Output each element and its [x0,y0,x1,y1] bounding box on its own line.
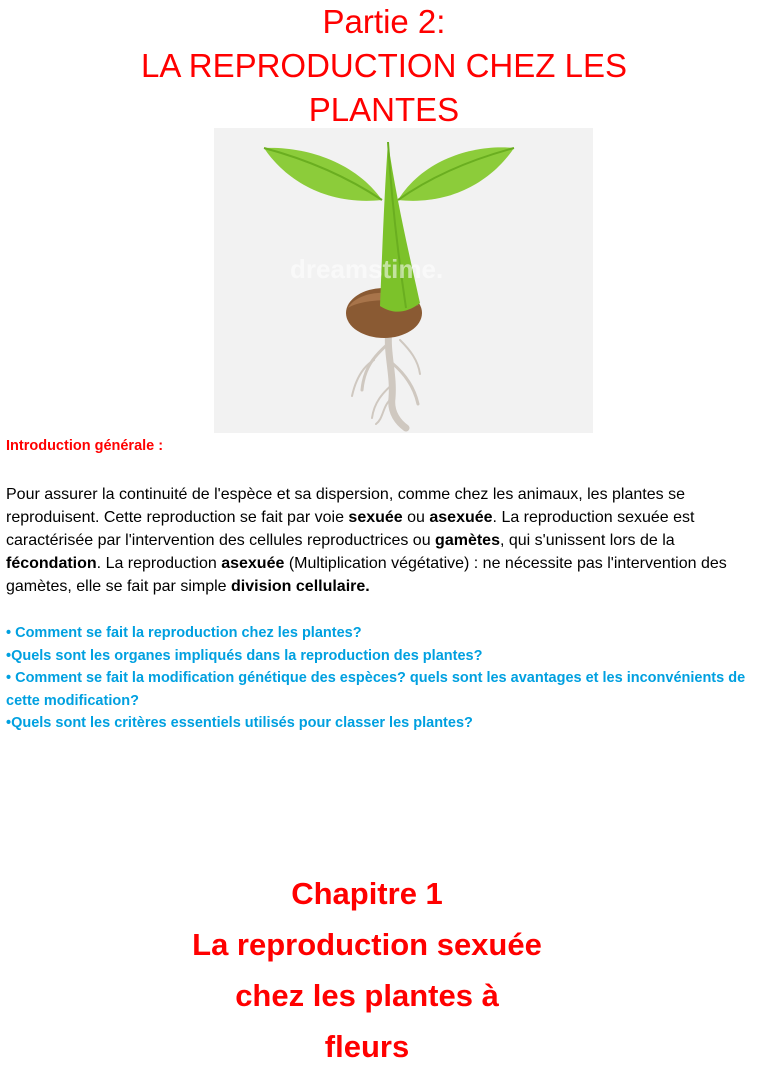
intro-heading: Introduction générale : [6,438,164,454]
title-line-3: PLANTES [308,91,460,128]
seedling-illustration [214,128,593,433]
keyword-asexuee-2: asexuée [221,555,285,572]
chapter-line-1: Chapitre 1 [291,876,443,911]
question-item: •Quels sont les critères essentiels utilisés pour classer les plantes? [6,715,473,731]
left-leaf [264,148,382,201]
chapter-line-3: chez les plantes à [235,978,499,1013]
watermark: dreamstime. [290,254,444,284]
keyword-division: division cellulaire. [231,578,370,595]
question-item: • Comment se fait la modification génétique des espèces? quels sont les avantages et les inconvénients de cette modification? [6,670,746,709]
chapter-line-2: La reproduction sexuée [192,927,542,962]
title-line-1: Partie 2: [322,3,446,40]
keyword-sexuee: sexuée [348,509,403,526]
question-item: •Quels sont les organes impliqués dans la reproduction des plantes? [6,647,483,664]
chapter-heading [0,868,734,1072]
title-line-2: LA REPRODUCTION CHEZ LES [141,47,627,84]
keyword-gametes: gamètes [435,532,500,549]
roots [352,328,420,428]
questions-list [6,622,766,735]
right-leaf [398,147,514,200]
keyword-fecondation: fécondation [6,555,97,572]
page-title [0,0,768,132]
intro-paragraph: Pour assurer la continuité de l'espèce et sa dispersion, comme chez les animaux, les plantes se reproduisent. Cette reproduction se fait par voie sexuée ou asexuée. La reproduction sexuée est caractérisée par l'intervention des cellules reproductrices ou gamètes, qui s'unissent lors de la fécondation. La reproduction asexuée (Multiplication végétative) : ne nécessite pas l'intervention des gamètes, elle se fait par simple division cellulaire. [6,486,727,595]
chapter-line-4: fleurs [324,1029,410,1064]
keyword-asexuee: asexuée [429,509,493,526]
seedling-image [214,128,593,433]
question-item: • Comment se fait la reproduction chez les plantes? [6,625,362,641]
stem [380,142,420,312]
